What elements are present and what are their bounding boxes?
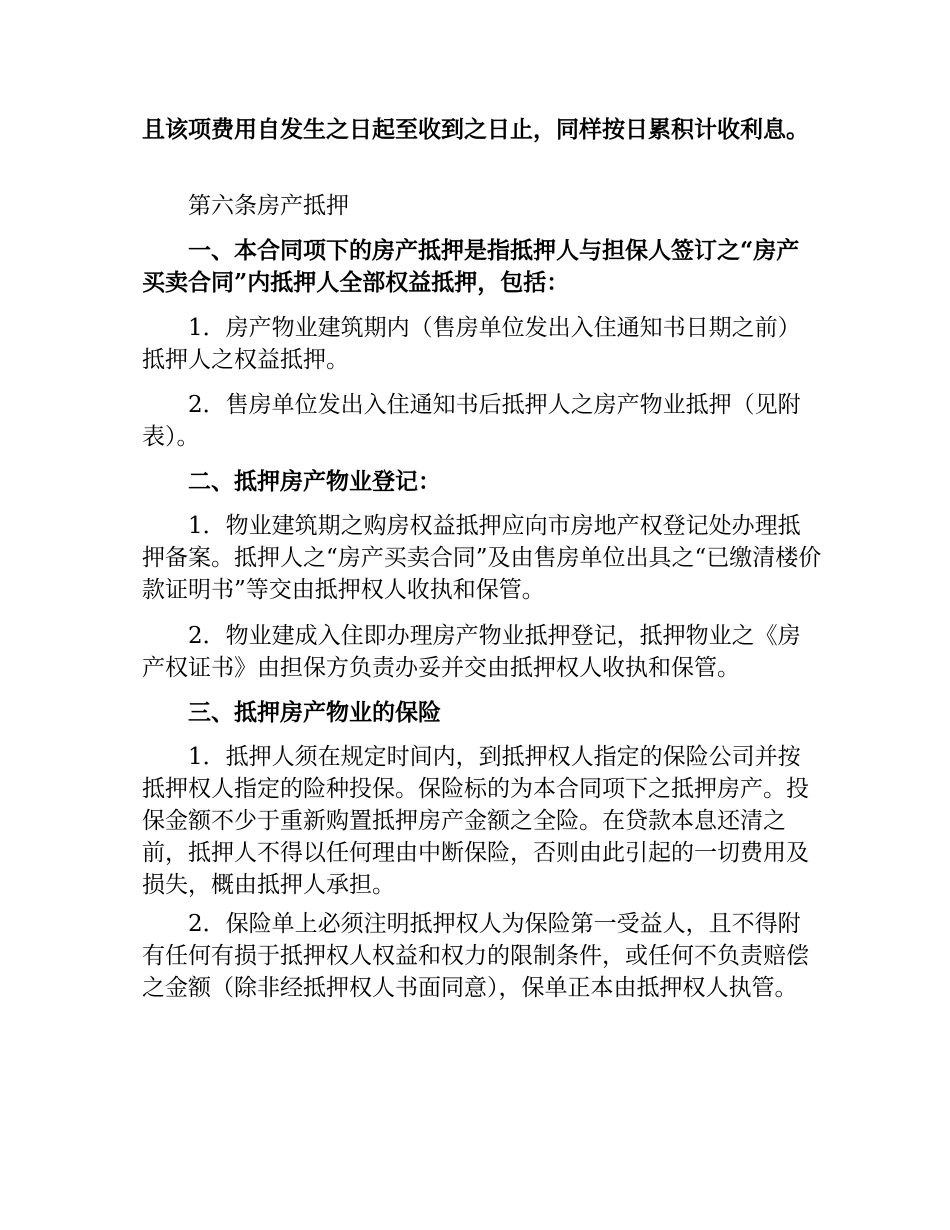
paragraph-interest-clause: 且该项费用自发生之日起至收到之日止，同样按日累积计收利息。 — [142, 116, 809, 143]
section-three-item-2: 2．保险单上必须注明抵押权人为保险第一受益人，且不得附有任何有损于抵押权人权益和权力的限制条件，或任何不负责赔偿之金额（除非经抵押权人书面同意），保单正本由抵押权人执管。 — [142, 911, 809, 1001]
section-two-item-2: 2．物业建成入住即办理房产物业抵押登记，抵押物业之《房产权证书》由担保方负责办妥并交由抵押权人收执和保管。 — [142, 623, 801, 681]
section-three-heading: 三、抵押房产物业的保险 — [188, 699, 441, 726]
section-one-heading: 一、本合同项下的房产抵押是指抵押人与担保人签订之“房产买卖合同”内抵押人全部权益抵押，包括： — [142, 237, 800, 296]
section-two-heading: 二、抵押房产物业登记： — [188, 468, 441, 495]
section-three-item-1: 1．抵押人须在规定时间内，到抵押权人指定的保险公司并按抵押权人指定的险种投保。保险标的为本合同项下之抵押房产。投保金额不少于重新购置抵押房产金额之全险。在贷款本息还清之前，抵押人不得以任何理由中断保险，否则由此引起的一切费用及损失，概由抵押人承担。 — [142, 744, 809, 898]
section-one-item-1: 1．房产物业建筑期内（售房单位发出入住通知书日期之前）抵押人之权益抵押。 — [142, 315, 801, 373]
section-one-item-2: 2．售房单位发出入住通知书后抵押人之房产物业抵押（见附表）。 — [142, 392, 801, 450]
article-six-heading: 第六条房产抵押 — [188, 193, 349, 219]
section-two-item-1: 1．物业建筑期之购房权益抵押应向市房地产权登记处办理抵押备案。抵押人之“房产买卖合同”及由售房单位出具之“已缴清楼价款证明书”等交由抵押权人收执和保管。 — [142, 513, 822, 603]
